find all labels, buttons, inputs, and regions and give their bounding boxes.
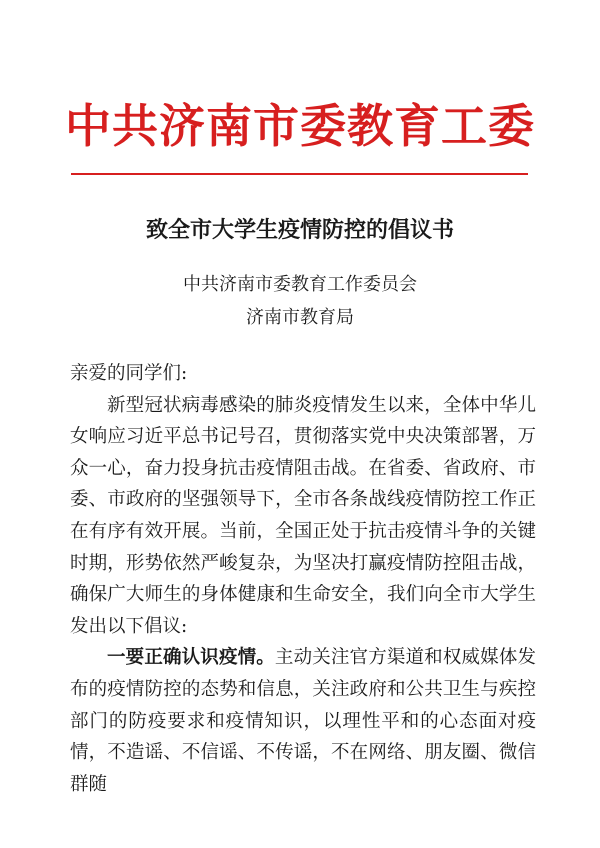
masthead-title: 中共济南市委教育工委	[65, 99, 535, 153]
paragraph-first-proposal	[70, 642, 536, 800]
salutation: 亲爱的同学们:	[70, 363, 188, 384]
issuer-bureau: 济南市教育局	[246, 307, 354, 328]
document-title: 致全市大学生疫情防控的倡议书	[145, 217, 454, 243]
red-divider-line	[71, 173, 528, 175]
issuer-committee: 中共济南市委教育工作委员会	[183, 274, 417, 295]
proposal-lead: 一要正确认识疫情。	[107, 647, 275, 669]
document-body	[70, 358, 536, 800]
paragraph-intro: 新型冠状病毒感染的肺炎疫情发生以来，全体中华儿女响应习近平总书记号召，贯彻落实党中央决策部署，万众一心，奋力投身抗击疫情阻击战。在省委、省政府、市委、市政府的坚强领导下，全市各条战线疫情防控工作正在有序有效开展。当前，全国正处于抗击疫情斗争的关键时期，形势依然严峻复杂，为坚决打赢疫情防控阻击战，确保广大师生的身体健康和生命安全，我们向全市大学生发出以下倡议:	[70, 394, 536, 637]
proposal-text: 主动关注官方渠道和权威媒体发布的疫情防控的态势和信息，关注政府和公共卫生与疾控部门的防疫要求和疫情知识，以理性平和的心态面对疫情，不造谣、不信谣、不传谣，不在网络、朋友圈、微信群随	[70, 647, 536, 795]
